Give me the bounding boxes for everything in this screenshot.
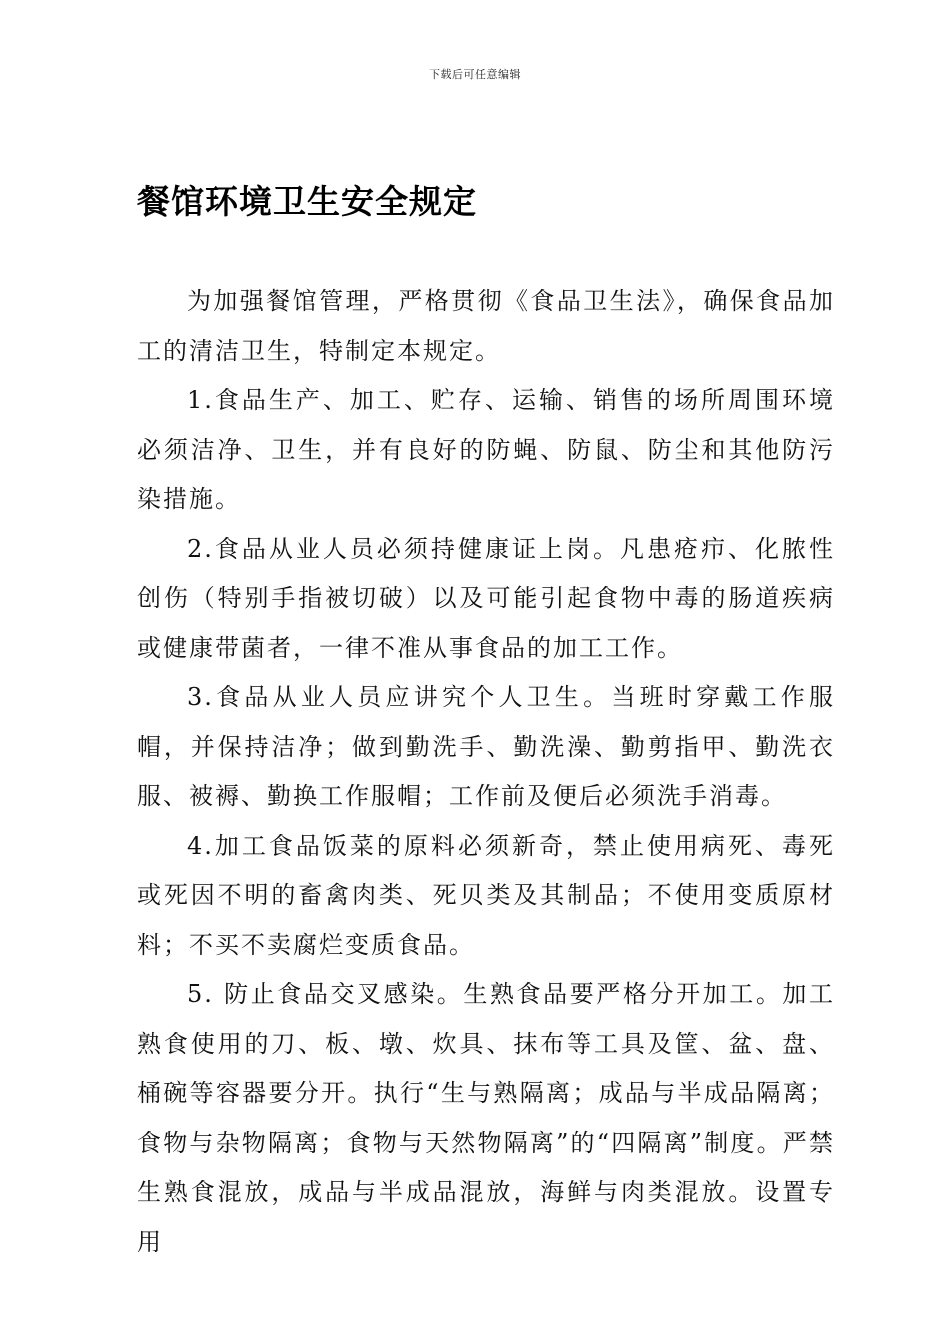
rule-paragraph-2: 2.食品从业人员必须持健康证上岗。凡患疮疖、化脓性创伤（特别手指被切破）以及可能引起食物中毒的肠道疾病或健康带菌者，一律不准从事食品的加工工作。 xyxy=(137,534,835,662)
document-title: 餐馆环境卫生安全规定 xyxy=(137,182,477,221)
rule-paragraph-5: 5. 防止食品交叉感染。生熟食品要严格分开加工。加工熟食使用的刀、板、墩、炊具、抹布等工具及筐、盆、盘、桶碗等容器要分开。执行“生与熟隔离；成品与半成品隔离；食物与杂物隔离；食物与天然物隔离”的“四隔离”制度。严禁生熟食混放，成品与半成品混放，海鲜与肉类混放。设置专用 xyxy=(137,980,835,1256)
rule-paragraph-3: 3.食品从业人员应讲究个人卫生。当班时穿戴工作服帽，并保持洁净；做到勤洗手、勤洗澡、勤剪指甲、勤洗衣服、被褥、勤换工作服帽；工作前及便后必须洗手消毒。 xyxy=(137,683,835,810)
intro-paragraph: 为加强餐馆管理，严格贯彻《食品卫生法》，确保食品加工的清洁卫生，特制定本规定。 xyxy=(137,287,835,365)
document-body xyxy=(137,277,835,1267)
header-note: 下载后可任意编辑 xyxy=(429,68,521,81)
rule-paragraph-1: 1.食品生产、加工、贮存、运输、销售的场所周围环境必须洁净、卫生，并有良好的防蝇、防鼠、防尘和其他防污染措施。 xyxy=(137,386,835,513)
rule-paragraph-4: 4.加工食品饭菜的原料必须新奇，禁止使用病死、毒死或死因不明的畜禽肉类、死贝类及其制品；不使用变质原材料；不买不卖腐烂变质食品。 xyxy=(137,831,835,959)
